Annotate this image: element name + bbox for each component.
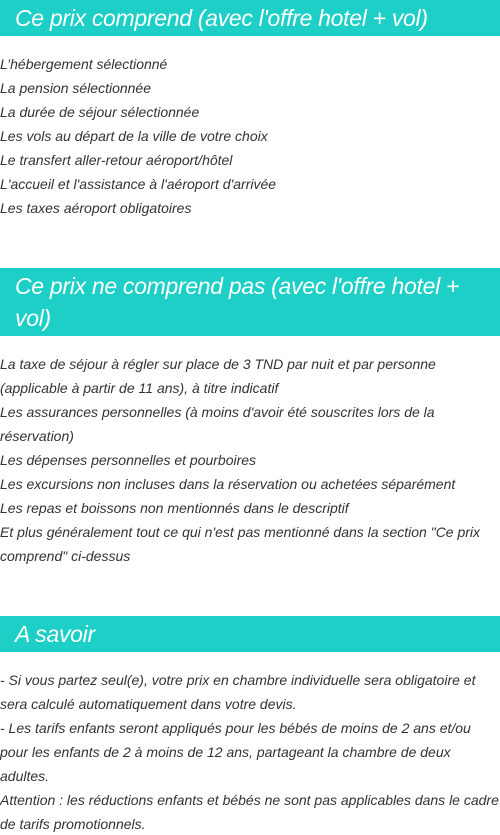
list-item: Et plus généralement tout ce qui n'est pas mentionné dans la section "Ce prix comprend" ci-dessus [0,524,481,564]
list-item: La pension sélectionnée [0,80,152,96]
list-item: L’hébergement sélectionné [0,56,168,72]
list-item: Le transfert aller-retour aéroport/hôtel [0,152,233,168]
excluded-list [0,352,500,568]
list-item: Les dépenses personnelles et pourboires [0,452,257,468]
included-list [0,52,500,220]
list-item: La taxe de séjour à régler sur place de 3 TND par nuit et par personne (applicable à partir de 11 ans), à titre indicatif [0,356,436,396]
list-item: Les excursions non incluses dans la réservation ou achetées séparément [0,476,456,492]
list-item: Les assurances personnelles (à moins d'avoir été souscrites lors de la réservation) [0,404,435,444]
list-item: L'accueil et l'assistance à l'aéroport d'arrivée [0,176,277,192]
list-item: Les taxes aéroport obligatoires [0,200,192,216]
info-list [0,668,500,835]
included-section-title: Ce prix comprend (avec l'offre hotel + vol) [0,0,500,36]
list-item: - Si vous partez seul(e), votre prix en chambre individuelle sera obligatoire et sera calculé automatiquement dans votre devis. [0,672,476,712]
excluded-section-title: Ce prix ne comprend pas (avec l'offre hotel + vol) [0,268,500,336]
list-item: Attention : les réductions enfants et bébés ne sont pas applicables dans le cadre de tarifs promotionnels. [0,792,499,832]
list-item: Les vols au départ de la ville de votre choix [0,128,268,144]
list-item: Les repas et boissons non mentionnés dans le descriptif [0,500,349,516]
list-item: La durée de séjour sélectionnée [0,104,200,120]
list-item: - Les tarifs enfants seront appliqués pour les bébés de moins de 2 ans et/ou pour les enfants de 2 à moins de 12 ans, partageant la chambre de deux adultes. [0,720,471,784]
info-section-title: A savoir [0,616,500,652]
